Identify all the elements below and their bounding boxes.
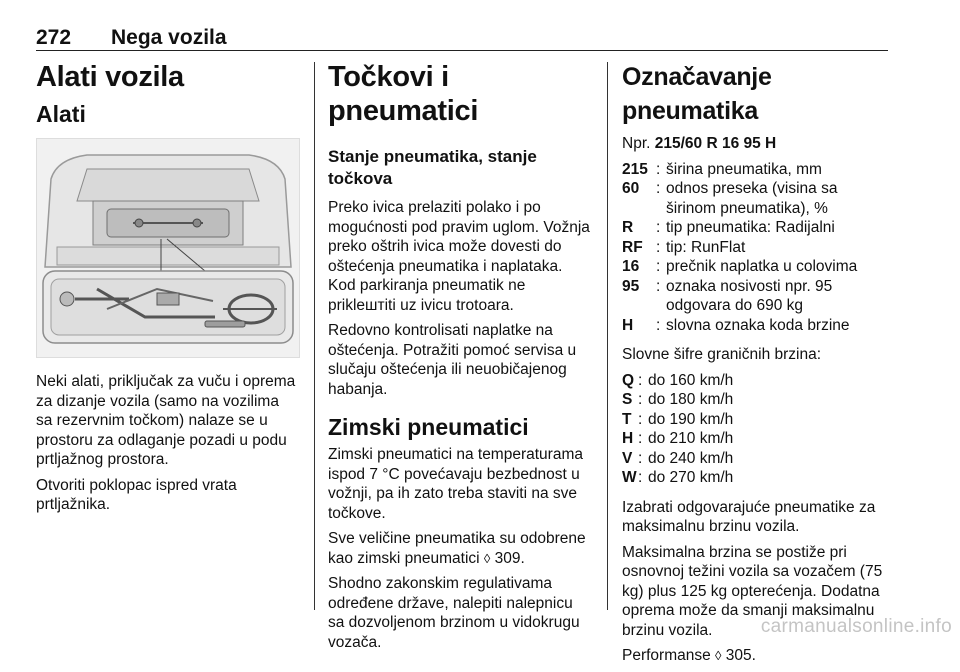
definition-value: širina pneumatika, mm — [666, 160, 822, 178]
paragraph: Zimski pneumatici na temperaturama ispod 7 °C povećavaju bezbednost u vožnji, pa ih zato treba staviti na sve točkove. — [328, 446, 583, 522]
definition-row — [622, 160, 890, 180]
page-reference-icon: ◊ — [715, 648, 722, 663]
definition-row — [622, 410, 890, 430]
definition-key: R — [622, 219, 634, 236]
definition-row — [622, 316, 890, 336]
definition-row — [622, 371, 890, 391]
paragraph — [622, 646, 890, 666]
definition-key: 95 — [622, 277, 640, 295]
subsection-title: Alati — [36, 101, 86, 127]
paragraph: Preko ivica prelaziti polako i po mogućnosti pod pravim uglom. Vožnja preko oštrih ivica može dovesti do oštećenja pneumatika i naplataka. Kod parkiranja pneumatik ne priklештiti uz ivicu trotoara. — [328, 199, 590, 314]
paragraph: Otvoriti poklopac ispred vrata prtljažnika. — [36, 476, 237, 513]
definition-row — [622, 468, 890, 488]
definition-key: RF — [622, 238, 643, 256]
separator: : — [638, 449, 643, 467]
tire-code-definitions — [622, 160, 890, 336]
definition-value: do 270 km/h — [648, 469, 734, 486]
definition-row — [622, 277, 890, 316]
definition-value: do 160 km/h — [648, 371, 734, 389]
column-divider — [607, 62, 608, 610]
separator: : — [638, 430, 643, 447]
subsection-title: Stanje pneumatika, stanje točkova — [328, 147, 537, 188]
separator: : — [638, 371, 643, 389]
definition-value: prečnik naplatka u colovima — [666, 258, 858, 275]
definition-key: H — [622, 316, 634, 334]
running-title: Nega vozila — [111, 26, 227, 49]
definition-row — [622, 238, 890, 258]
column-wheels-tires — [328, 60, 590, 658]
paragraph-text: Sve veličine pneumatika su odobrene kao zimski pneumatici — [328, 530, 586, 567]
subsection-title: Zimski pneumatici — [328, 414, 529, 440]
definition-key: V — [622, 449, 633, 467]
section-title: Alati vozila — [36, 61, 184, 93]
separator: : — [638, 410, 643, 428]
definition-value: odnos preseka (visina sa širinom pneumatika), % — [666, 180, 838, 217]
column-tire-marking — [622, 60, 890, 672]
speed-codes-list — [622, 371, 890, 488]
definition-value: do 240 km/h — [648, 449, 734, 467]
definition-value: tip pneumatika: Radijalni — [666, 219, 835, 236]
separator: : — [638, 469, 643, 486]
watermark: carmanualsonline.info — [760, 616, 952, 637]
definition-key: Q — [622, 371, 635, 389]
paragraph: Redovno kontrolisati naplatke na oštećenja. Potražiti pomoć servisa u slučaju oštećenja ili neuobičajenog habanja. — [328, 322, 577, 398]
page-header — [36, 26, 888, 51]
example-code: 215/60 R 16 95 H — [654, 135, 777, 152]
section-title: Označavanje pneumatika — [622, 63, 772, 125]
trunk-tools-drawing — [37, 139, 299, 357]
example-prefix: Npr. — [622, 135, 651, 152]
definition-key: H — [622, 430, 634, 447]
separator: : — [656, 258, 661, 275]
paragraph: Slovne šifre graničnih brzina: — [622, 346, 822, 363]
definition-key: W — [622, 469, 637, 486]
section-title: Točkovi i pneumatici — [328, 61, 479, 127]
trunk-tools-illustration — [36, 138, 300, 358]
definition-row — [622, 390, 890, 410]
definition-row — [622, 449, 890, 469]
definition-row — [622, 179, 890, 218]
separator: : — [656, 238, 661, 256]
separator: : — [656, 316, 661, 334]
definition-value: slovna oznaka koda brzine — [666, 316, 850, 334]
definition-value: do 180 km/h — [648, 391, 734, 408]
page-reference[interactable]: 305. — [725, 647, 756, 664]
separator: : — [656, 219, 661, 236]
definition-value: oznaka nosivosti npr. 95 odgovara do 690 kg — [666, 277, 833, 314]
separator: : — [656, 180, 661, 197]
definition-key: T — [622, 410, 632, 428]
paragraph-text: Performanse — [622, 647, 711, 664]
definition-value: do 210 km/h — [648, 430, 734, 447]
example-line — [622, 134, 890, 154]
definition-key: S — [622, 391, 633, 408]
definition-row — [622, 257, 890, 277]
paragraph: Maksimalna brzina se postiže pri osnovnoj težini vozila sa vozačem (75 kg) plus 125 kg opterećenja. Dodatna oprema može da smanji maksimalnu brzinu vozila. — [622, 543, 883, 639]
definition-row — [622, 218, 890, 238]
page-reference-icon: ◊ — [483, 550, 491, 566]
paragraph: Shodno zakonskim regulativama određene države, nalepiti nalepnicu sa dozvoljenom brzinom u vidokrugu vozača. — [328, 575, 580, 651]
definition-key: 60 — [622, 180, 640, 197]
column-tools — [36, 60, 298, 521]
page-reference[interactable]: 309. — [494, 549, 525, 567]
column-divider — [314, 62, 315, 610]
separator: : — [656, 160, 661, 178]
definition-value: do 190 km/h — [648, 410, 734, 428]
definition-row — [622, 429, 890, 449]
paragraph: Izabrati odgovarajuće pneumatike za maksimalnu brzinu vozila. — [622, 498, 876, 535]
definition-value: tip: RunFlat — [666, 238, 746, 256]
definition-key: 215 — [622, 160, 648, 178]
paragraph: Neki alati, priključak za vuču i oprema za dizanje vozila (samo na vozilima sa rezervnim točkom) nalaze se u prostoru za odlaganje pozadi u podu prtljažnog prostora. — [36, 373, 296, 468]
separator: : — [638, 391, 643, 408]
separator: : — [656, 277, 661, 295]
paragraph — [328, 529, 590, 568]
page-number: 272 — [36, 26, 72, 49]
definition-key: 16 — [622, 258, 640, 275]
